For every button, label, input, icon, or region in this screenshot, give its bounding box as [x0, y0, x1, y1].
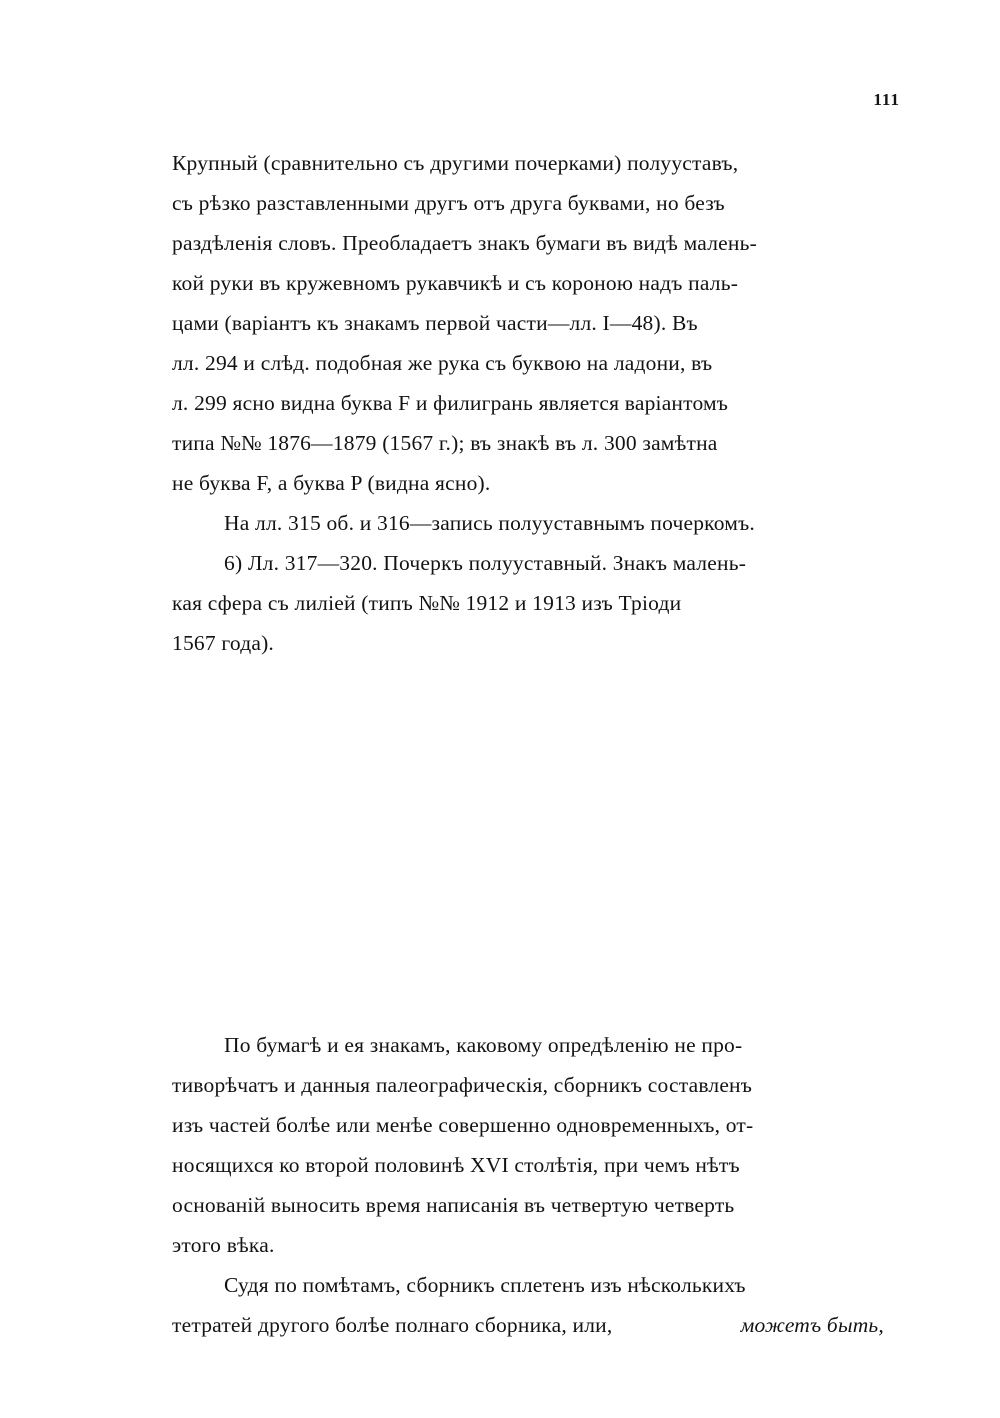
marginalia-row-1: [172, 703, 884, 743]
text-line: [172, 1145, 884, 1185]
text-line: [172, 383, 884, 423]
line-text: цами (варіантъ къ знакамъ первой части—лл. I—48). Въ: [172, 311, 698, 335]
text-line: [172, 583, 884, 623]
marginalia-row-5: [172, 943, 884, 983]
line-text: носящихся ко второй половинѣ XVI столѣтія, при чемъ нѣтъ: [172, 1153, 740, 1177]
text-line: [172, 303, 884, 343]
marginalia-intro: [172, 663, 884, 703]
marginalia-row-2: [172, 743, 884, 783]
marginalia-row-3: [172, 783, 884, 823]
page-number: 111: [873, 90, 900, 109]
text-line: [172, 1105, 884, 1145]
paragraph-2: [172, 503, 884, 543]
line-text: Судя по помѣтамъ, сборникъ сплетенъ изъ нѣсколькихъ: [224, 1273, 746, 1297]
line-text: 6) Лл. 317—320. Почеркъ полууставный. Знакъ малень-: [224, 551, 747, 575]
line-text: лл. 294 и слѣд. подобная же рука съ буквою на ладони, въ: [172, 351, 713, 375]
italic-phrase: можетъ быть,: [740, 1313, 884, 1337]
paragraph-4: [172, 1025, 884, 1265]
line-text: изъ частей болѣе или менѣе совершенно одновременныхъ, от-: [172, 1113, 754, 1137]
text-line: [172, 1225, 884, 1265]
text-line: [172, 143, 884, 183]
line-text: этого вѣка.: [172, 1233, 275, 1257]
line-text: тиворѣчатъ и данныя палеографическія, сборникъ составленъ: [172, 1073, 753, 1097]
line-text: По бумагѣ и ея знакамъ, каковому опредѣленію не про-: [224, 1033, 743, 1057]
text-line: [172, 263, 884, 303]
line-text: л. 299 ясно видна буква F и филигрань является варіантомъ: [172, 391, 729, 415]
line-text: тетратей другого болѣе полнаго сборника, или,: [172, 1313, 618, 1337]
text-line: [172, 1185, 884, 1225]
marginalia-row-4: [172, 823, 884, 863]
paragraph-3: [172, 543, 884, 663]
line-text: раздѣленія словъ. Преобладаетъ знакъ бумаги въ видѣ малень-: [172, 231, 757, 255]
text-line: [172, 623, 884, 663]
text-line: [172, 543, 884, 583]
text-line-with-italic: [172, 1305, 884, 1345]
text-line: [172, 463, 884, 503]
text-line: [172, 183, 884, 223]
text-line: [172, 503, 884, 543]
line-text: основаній выносить время написанія въ четвертую четверть: [172, 1193, 735, 1217]
paragraph-5: [172, 1265, 884, 1345]
paragraph-1: [172, 143, 884, 503]
text-line: [172, 1025, 884, 1065]
text-line: [172, 343, 884, 383]
line-text: кой руки въ кружевномъ рукавчикѣ и съ короною надъ паль-: [172, 271, 739, 295]
line-text: Крупный (сравнительно съ другими почерками) полууставъ,: [172, 151, 739, 175]
line-text: На лл. 315 об. и 316—запись полууставнымъ почеркомъ.: [224, 511, 755, 535]
text-line: [172, 1265, 884, 1305]
text-block: [172, 143, 884, 1345]
text-line: [172, 1065, 884, 1105]
row-trailing-text: [350, 831, 361, 855]
line-text: кая сфера съ лиліей (типъ №№ 1912 и 1913 изъ Тріоди: [172, 591, 682, 615]
line-text: 1567 года).: [172, 631, 275, 655]
marginalia-row-6: [172, 983, 884, 1023]
marginalia-continuation-2: [172, 903, 884, 943]
line-text: типа №№ 1876—1879 (1567 г.); въ знакѣ въ л. 300 замѣтна: [172, 431, 718, 455]
text-line: [172, 223, 884, 263]
line-text: не буква F, а буква P (видна ясно).: [172, 471, 491, 495]
marginalia-continuation-1: [172, 863, 884, 903]
text-line: [172, 423, 884, 463]
line-text: съ рѣзко разставленными другъ отъ друга буквами, но безъ: [172, 191, 725, 215]
